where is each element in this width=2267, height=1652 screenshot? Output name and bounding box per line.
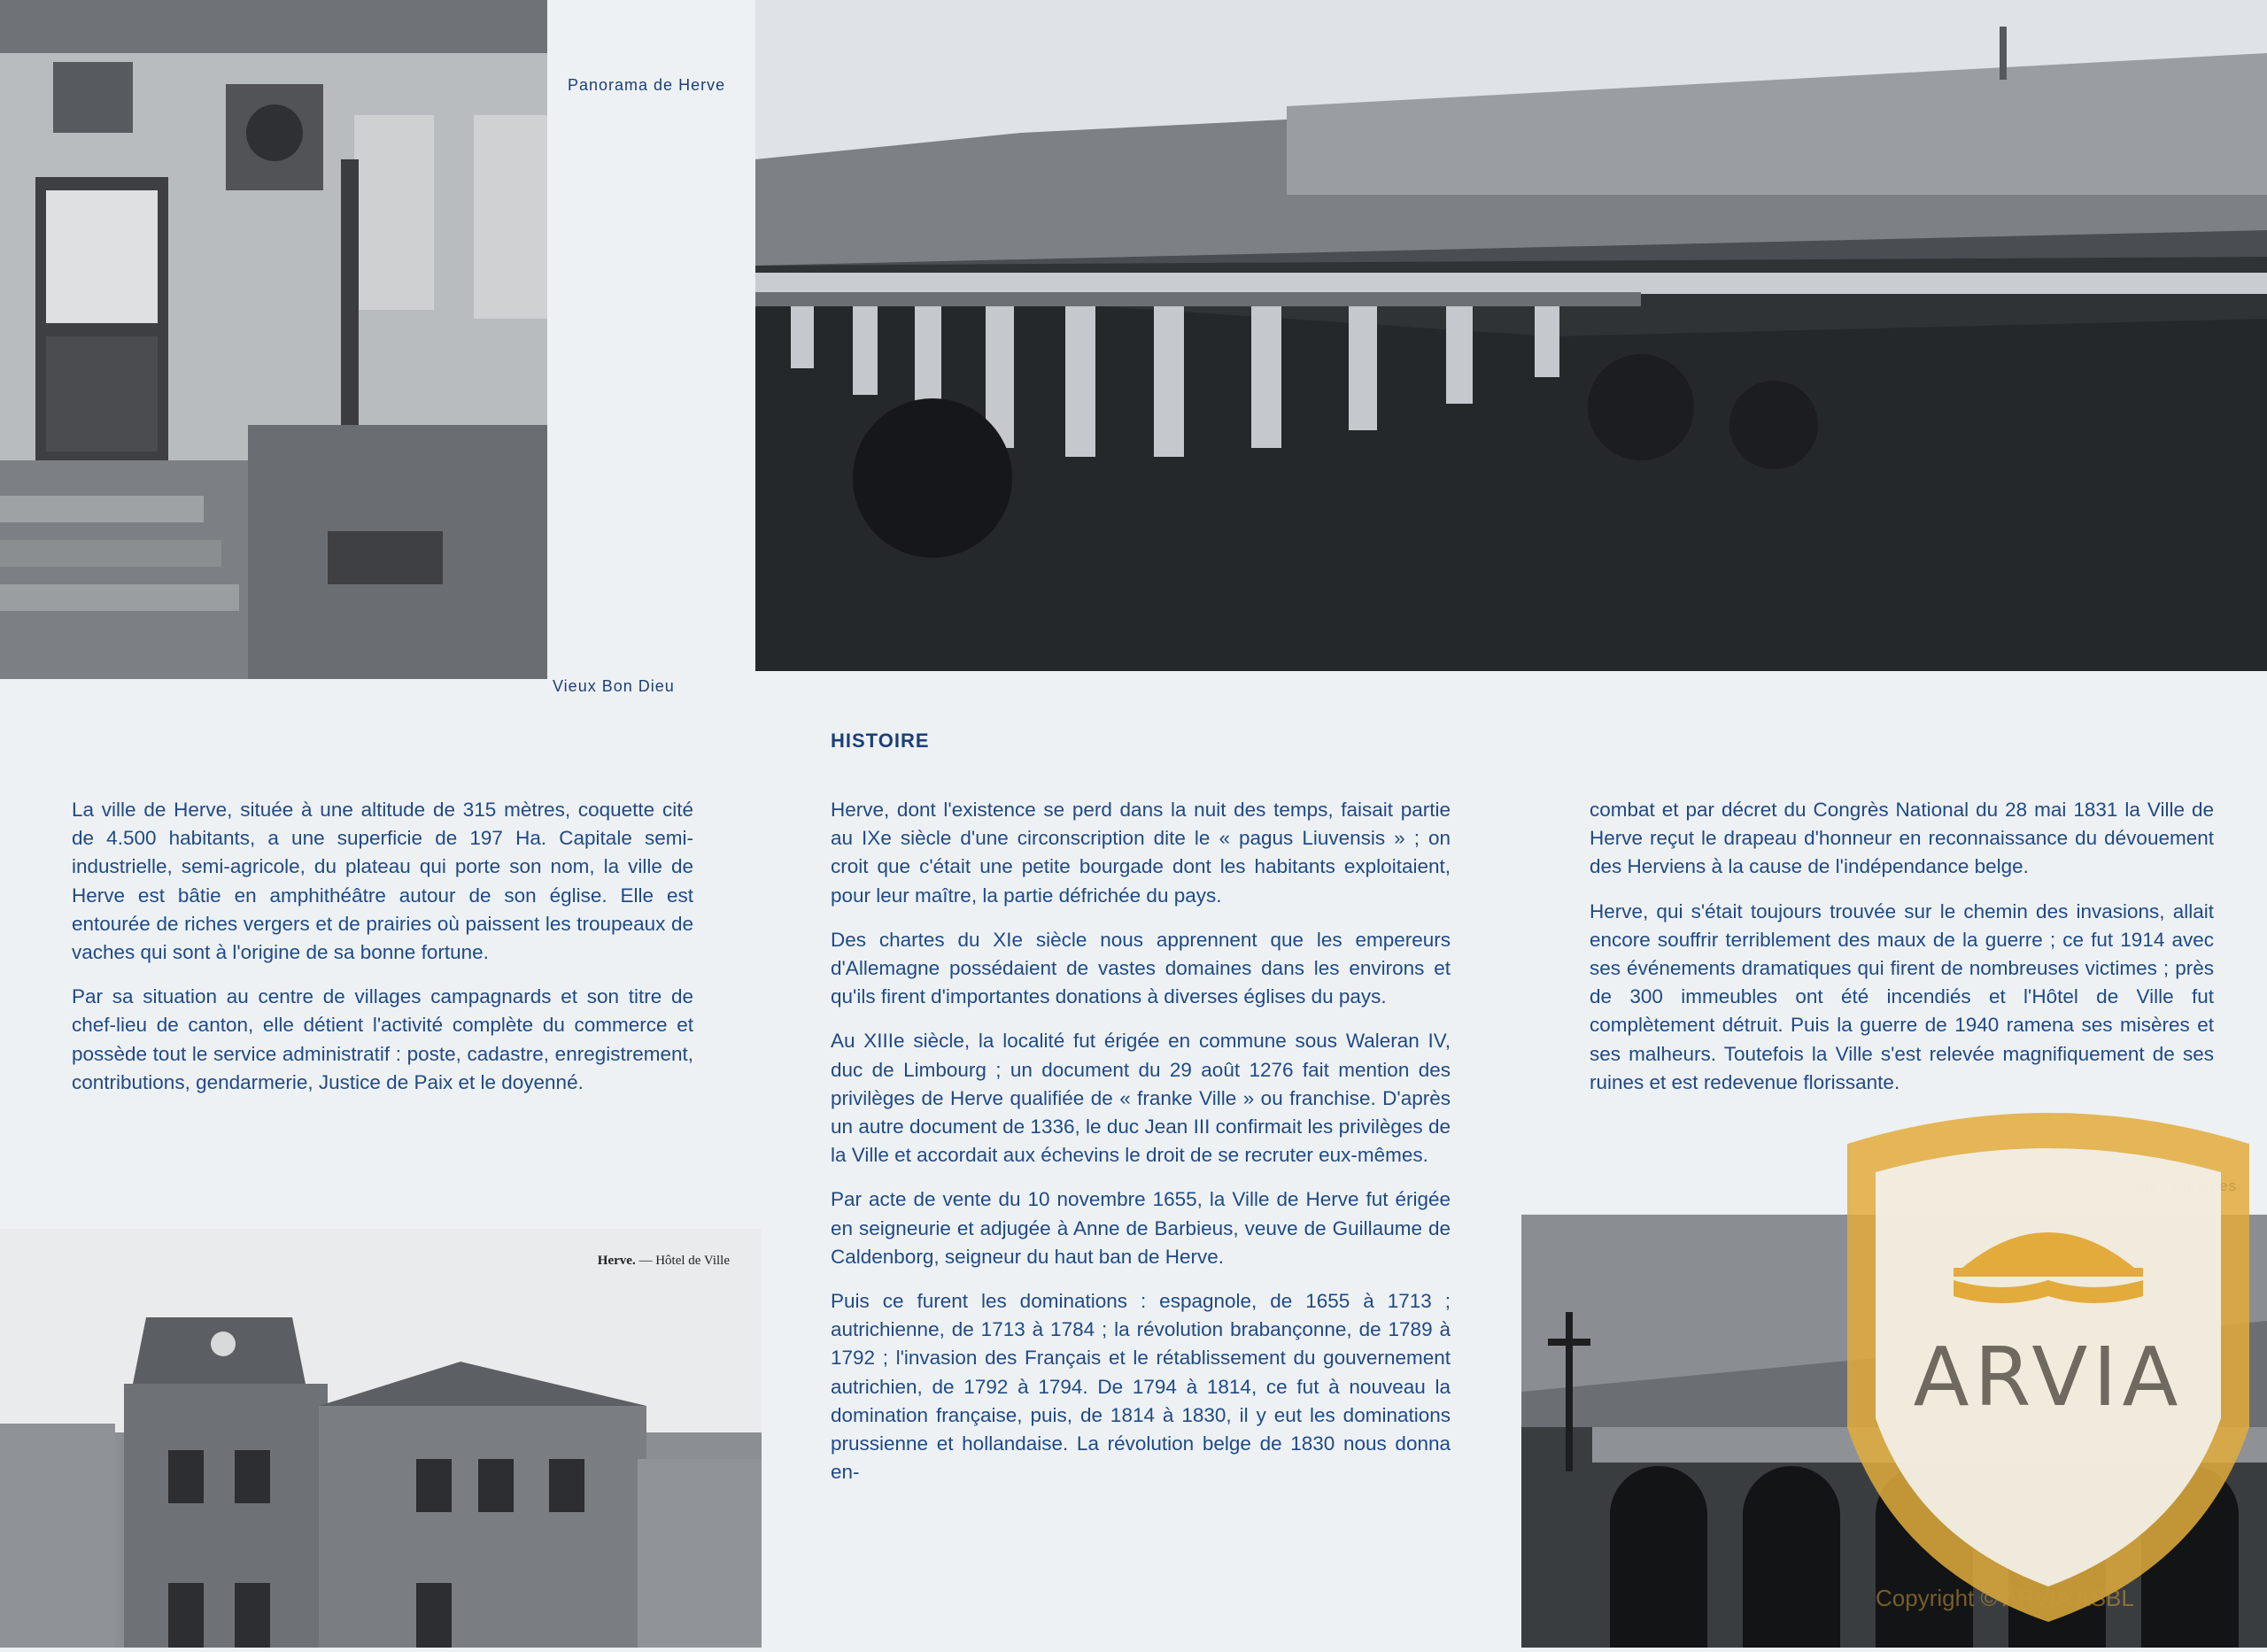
histoire-paragraph-4: Par acte de vente du 10 novembre 1655, la Ville de Herve fut érigée en seigneurie et adjugée à Anne de Barbieus, veuve de Guillaume de Caldenborg, seigneur du haut ban de Herve. [831, 1188, 1451, 1268]
histoire-paragraph-5: Puis ce furent les dominations : espagnole, de 1655 à 1713 ; autrichienne, de 1713 à 1784 ; la révolution brabançonne, de 1789 à 1792 ; l'invasion des Français et le rétablissement du gouvernement autrichien, de 1792 à 1794. De 1794 à 1814, ce fut à nouveau la domination française, puis, de 1814 à 1830, il y eut les dominations prussienne et hollandaise. La révolution belge de 1830 nous donna en- [831, 1290, 1451, 1484]
histoire-paragraph-2: Des chartes du XIe siècle nous apprennent que les empereurs d'Allemagne possédaient de vastes domaines dans les environs et qu'ils firent d'importantes donations à diverses églises du pays. [831, 928, 1451, 1008]
caption-hotel-de-ville-title: Herve. [597, 1254, 636, 1268]
suite-paragraph-1: combat et par décret du Congrès National du 28 mai 1831 la Ville de Herve reçut le drapeau d'honneur en reconnaissance du dévouement des Herviens à la cause de l'indépendance belge. [1590, 799, 2214, 878]
arvia-logo-text: ARVIA [1913, 1330, 2184, 1424]
caption-hotel-de-ville [598, 1254, 730, 1269]
caption-panorama: Panorama de Herve [568, 76, 726, 94]
intro-column [72, 796, 693, 1113]
intro-paragraph-1: La ville de Herve, située à une altitude de 315 mètres, coquette cité de 4.500 habitants, a une superficie de 197 Ha. Capitale semi-industrielle, semi-agricole, du plateau qui porte son nom, la ville de Herve est bâtie en amphithéâtre autour de son église. Elle est entourée de riches vergers et de prairies où paissent les troupeaux de vaches qui sont à l'origine de sa bonne fortune. [72, 799, 693, 964]
histoire-paragraph-1: Herve, dont l'existence se perd dans la nuit des temps, faisait partie au IXe siècle d'une circonscription dite le « pagus Liuvensis » ; on croit que c'était une petite bourgade dont les habitants exploitaient, pour leur maître, la partie défrichée du pays. [831, 799, 1451, 907]
photo-vieux-bon-dieu [0, 0, 547, 679]
caption-vieux-bon-dieu: Vieux Bon Dieu [553, 677, 675, 695]
photo-hotel-de-ville [0, 1229, 762, 1648]
photo-panorama-herve [755, 0, 2267, 671]
histoire-paragraph-3: Au XIIIe siècle, la localité fut érigée en commune sous Waleran IV, duc de Limbourg ; un document du 29 août 1276 fait mention des privilèges de Herve qualifiée de « franke Ville » ou franchise. D'après un autre document de 1336, le duc Jean III confirmait les privilèges de la Ville et accordait aux échevins le droit de se recruter eux-mêmes. [831, 1030, 1451, 1167]
histoire-heading: HISTOIRE [831, 730, 930, 752]
suite-column [1590, 796, 2214, 1113]
intro-paragraph-2: Par sa situation au centre de villages campagnards et son titre de chef-lieu de canton, elle détient l'activité complète du commerce et possède tout le service administratif : poste, cadastre, enregistrement, contributions, gendarmerie, Justice de Paix et le doyenné. [72, 985, 693, 1093]
caption-hotel-de-ville-rest: — Hôtel de Ville [635, 1254, 730, 1268]
arvia-shield-logo [1830, 1091, 2267, 1648]
histoire-column [831, 796, 1451, 1502]
suite-paragraph-2: Herve, qui s'était toujours trouvée sur le chemin des invasions, allait encore souffrir terriblement des maux de la guerre ; ce fut 1914 avec ses événements dramatiques qui firent de nombreuses victimes ; près de 300 immeubles ont été incendiés et l'Hôtel de Ville fut complètement détruit. Puis la guerre de 1940 ramena ses misères et ses malheurs. Toutefois la Ville s'est relevée magnifiquement de ses ruines et est redevenue florissante. [1590, 899, 2214, 1093]
arvia-watermark [1830, 1091, 2267, 1648]
copyright-text: Copyright © ARVIA ASBL [1876, 1585, 2134, 1611]
